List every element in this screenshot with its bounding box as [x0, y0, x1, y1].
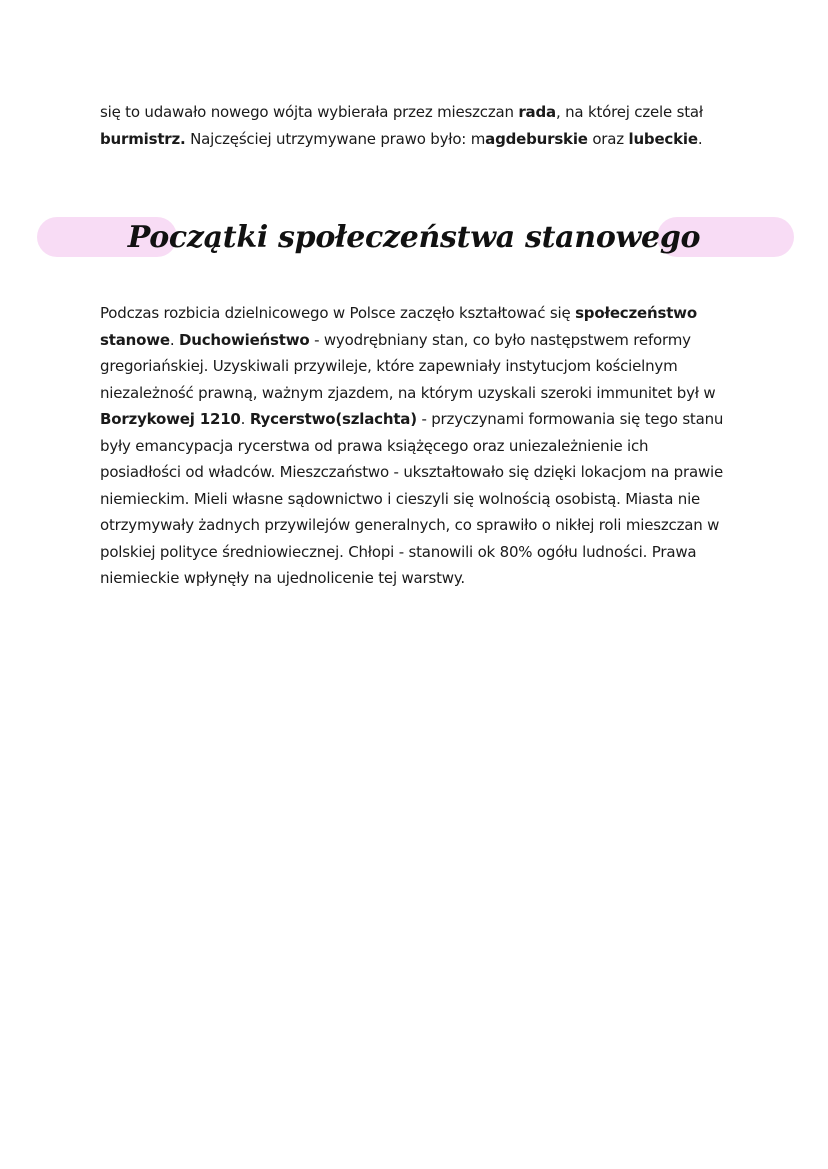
intro-bold-lubeckie: lubeckie: [628, 129, 698, 148]
intro-bold-rada: rada: [518, 103, 556, 121]
intro-text-5: .: [697, 129, 703, 148]
body-text-5: - przyczynami formowania się tego stanu były emancypacja rycerstwa od prawa książęcego oraz uniezależnienie ich posiadłości od władców. Mieszczaństwo - ukształtowało się dzięki lokacjom na prawie niemieckim. Mieli własne sądownictwo i cieszyli się wolnością osobistą. Miasta nie otrzymywały żadnych przywilejów generalnych, co sprawiło o nikłej roli mieszczan w polskiej polityce średniowiecznej. Chłopi - stanowili ok 80% ogółu ludności. Prawa niemieckie wpłynęły na ujednolicenie tej warstwy.: [100, 410, 724, 587]
intro-paragraph: [100, 99, 730, 152]
section-heading-band: [0, 210, 828, 266]
body-bold-borzykowa: Borzykowej 1210: [100, 410, 241, 428]
intro-text-1: się to udawało nowego wójta wybierała przez mieszczan: [100, 103, 519, 121]
body-text-3: - wyodrębniany stan, co było następstwem reformy gregoriańskiej. Uzyskiwali przywileje, które zapewniały instytucjom kościelnym niezależność prawną, ważnym zjazdem, na którym uzyskali szeroki immunitet był w: [100, 330, 716, 402]
body-paragraph: [100, 300, 730, 592]
intro-bold-magdeburskie: agdeburskie: [485, 129, 588, 148]
intro-text-3: Najczęściej utrzymywane prawo było: m: [185, 129, 486, 148]
section-heading: Początki społeczeństwa stanowego: [127, 220, 701, 255]
body-bold-duchowienstwo: Duchowieństwo: [178, 330, 310, 349]
intro-bold-burmistrz: burmistrz.: [100, 129, 186, 148]
body-text-1: Podczas rozbicia dzielnicowego w Polsce zaczęło kształtować się: [100, 304, 576, 322]
intro-text-4: oraz: [587, 129, 629, 148]
intro-text-2: , na której czele stał: [555, 103, 703, 121]
body-bold-rycerstwo: Rycerstwo(szlachta): [249, 410, 417, 428]
body-text-2: .: [169, 330, 179, 349]
body-bold-spoleczenstwo-stanowe: społeczeństwo stanowe: [100, 304, 697, 349]
body-text-4: .: [240, 410, 250, 428]
